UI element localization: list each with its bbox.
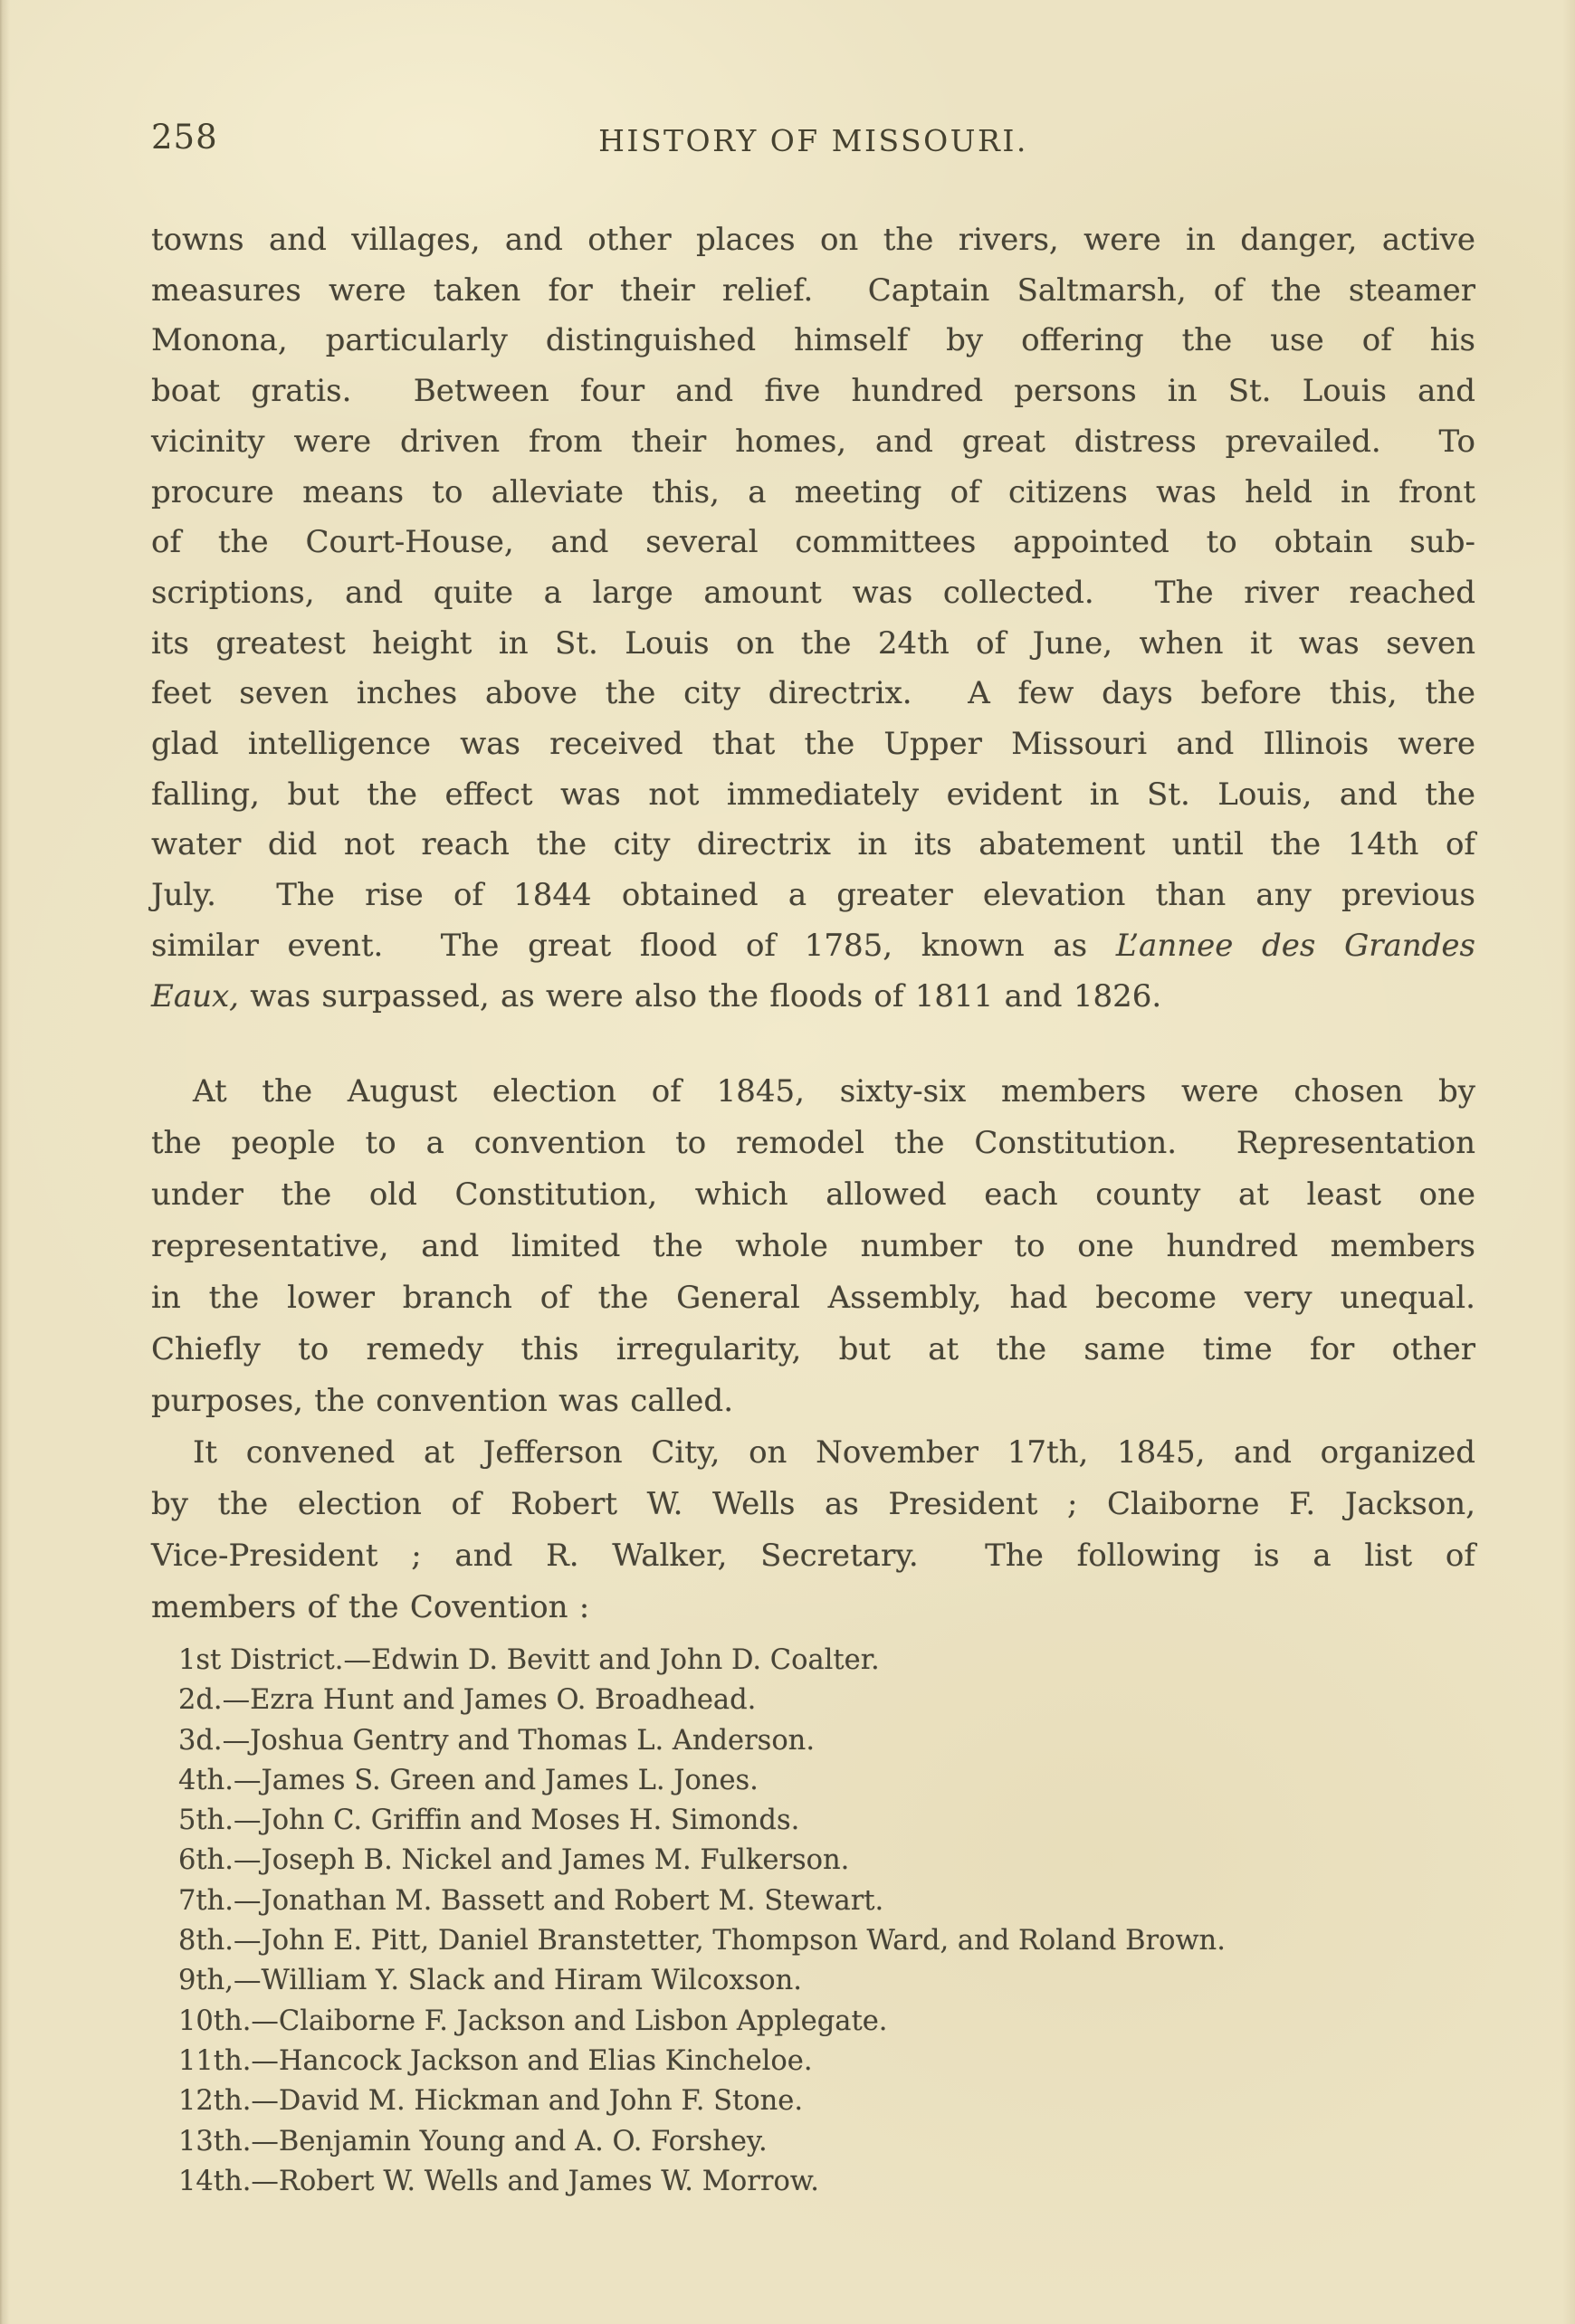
list-item: 11th.—Hancock Jackson and Elias Kincheloe. xyxy=(178,2044,813,2077)
text-line: purposes, the convention was called. xyxy=(151,1383,734,1419)
list-item: 9th,—William Y. Slack and Hiram Wilcoxson. xyxy=(178,1965,802,1997)
list-item: 6th.—Joseph B. Nickel and James M. Fulkerson. xyxy=(178,1844,850,1877)
text-line: of the Court-House, and several committees appointed to obtain sub- xyxy=(151,524,1475,561)
text-segment-italic: Eaux, xyxy=(151,977,239,1014)
text-line: July. The rise of 1844 obtained a greater elevation than any previous xyxy=(151,877,1475,914)
text-line: representative, and limited the whole number to one hundred members xyxy=(151,1228,1475,1264)
text-line: members of the Covention : xyxy=(151,1589,590,1625)
list-item: 4th.—James S. Green and James L. Jones. xyxy=(178,1764,759,1796)
text-line xyxy=(151,921,1475,972)
text-segment-italic: L’annee des Grandes xyxy=(1115,927,1475,964)
text-line: Vice-President ; and R. Walker, Secretary. The following is a list of xyxy=(151,1538,1475,1574)
text-line: the people to a convention to remodel the Constitution. Representation xyxy=(151,1125,1475,1161)
text-line: towns and villages, and other places on the rivers, were in danger, active xyxy=(151,222,1475,258)
text-line: by the election of Robert W. Wells as President ; Claiborne F. Jackson, xyxy=(151,1486,1475,1522)
text-line: procure means to alleviate this, a meeting of citizens was held in front xyxy=(151,473,1475,510)
convention-members-list xyxy=(178,1641,1482,2202)
text-line: glad intelligence was received that the Upper Missouri and Illinois were xyxy=(151,726,1475,763)
list-item: 5th.—John C. Griffin and Moses H. Simonds. xyxy=(178,1805,800,1837)
text-line: its greatest height in St. Louis on the 24th of June, when it was seven xyxy=(151,624,1475,662)
list-item: 8th.—John E. Pitt, Daniel Branstetter, Thompson Ward, and Roland Brown. xyxy=(178,1925,1226,1957)
page-number: 258 xyxy=(151,118,218,157)
text-line: It convened at Jefferson City, on November 17th, 1845, and organized xyxy=(193,1434,1475,1471)
list-item: 12th.—David M. Hickman and John F. Stone. xyxy=(178,2085,804,2118)
text-line: At the August election of 1845, sixty-six members were chosen by xyxy=(193,1073,1475,1110)
list-item: 3d.—Joshua Gentry and Thomas L. Anderson. xyxy=(178,1724,816,1757)
list-item: 14th.—Robert W. Wells and James W. Morrow. xyxy=(178,2165,819,2197)
list-item: 2d.—Ezra Hunt and James O. Broadhead. xyxy=(178,1684,757,1717)
text-line: feet seven inches above the city directrix. A few days before this, the xyxy=(151,675,1475,712)
list-item: 13th.—Benjamin Young and A. O. Forshey. xyxy=(178,2125,768,2157)
text-segment: was surpassed, as were also the floods of 1811 and 1826. xyxy=(238,977,1162,1014)
text-segment: similar event. The great flood of 1785, known as xyxy=(151,927,1116,964)
paragraph-flood xyxy=(151,215,1475,1022)
running-header: HISTORY OF MISSOURI. xyxy=(598,123,1028,158)
text-line: under the old Constitution, which allowed each county at least one xyxy=(151,1176,1475,1213)
text-line xyxy=(151,972,1475,1023)
text-line: Chiefly to remedy this irregularity, but at the same time for other xyxy=(151,1331,1475,1367)
list-item: 7th.—Jonathan M. Bassett and Robert M. Stewart. xyxy=(178,1884,884,1917)
text-line: vicinity were driven from their homes, and great distress prevailed. To xyxy=(151,423,1475,460)
text-line: scriptions, and quite a large amount was collected. The river reached xyxy=(151,574,1475,611)
list-item: 10th.—Claiborne F. Jackson and Lisbon Applegate. xyxy=(178,2005,888,2037)
text-line: measures were taken for their relief. Captain Saltmarsh, of the steamer xyxy=(151,271,1475,309)
text-line: in the lower branch of the General Assembly, had become very unequal. xyxy=(151,1280,1475,1316)
text-line: boat gratis. Between four and five hundred persons in St. Louis and xyxy=(151,373,1475,410)
text-line: water did not reach the city directrix in its abatement until the 14th of xyxy=(151,826,1475,863)
text-line: falling, but the effect was not immediately evident in St. Louis, and the xyxy=(151,776,1475,813)
text-line: Monona, particularly distinguished himself by offering the use of his xyxy=(151,322,1475,359)
list-item: 1st District.—Edwin D. Bevitt and John D. Coalter. xyxy=(178,1644,880,1676)
paragraphs-convention xyxy=(151,1066,1475,1633)
